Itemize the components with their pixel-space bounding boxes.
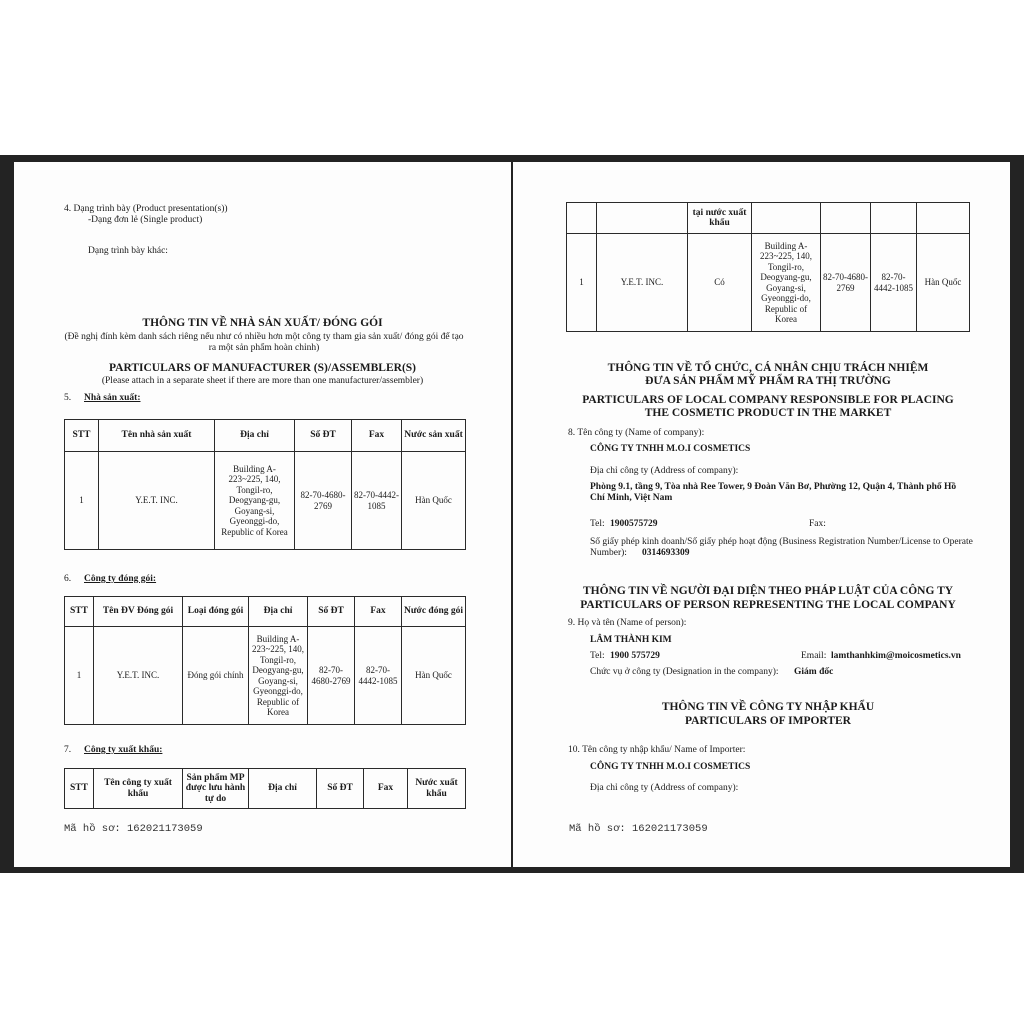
col-header: Địa chỉ [215,420,295,452]
left-document-page [14,162,511,867]
table-header-row [567,203,970,234]
cell-stt: 1 [567,234,597,332]
cell-address: Building A-223~225, 140, Tongil-ro, Deogyang-gu, Goyang-si, Gyeonggi-do, Republic of Korea [249,627,308,725]
cell-phone: 82-70-4680-2769 [295,452,352,550]
table-header-row [65,769,466,809]
col-header: Địa chỉ [249,769,317,809]
fax-label: Fax: [809,519,826,529]
local-heading-vi1: THÔNG TIN VỀ TỔ CHỨC, CÁ NHÂN CHỊU TRÁCH NHIỆM [607,362,929,374]
section-5-label: Nhà sản xuất: [84,393,141,403]
rep-heading-en: PARTICULARS OF PERSON REPRESENTING THE LOCAL COMPANY [580,599,956,611]
position-label: Chức vụ ở công ty (Designation in the company): [590,667,779,677]
license-label: Số giấy phép kinh doanh/Số giấy phép hoạt động (Business Registration Number/License to Operate Number): [590,537,973,558]
col-header: tại nước xuất khẩu [688,203,752,234]
local-heading-en1: PARTICULARS OF LOCAL COMPANY RESPONSIBLE FOR PLACING [582,394,954,406]
manufacturer-note-en: (Please attach in a separate sheet if there are more than one manufacturer/assembler) [101,376,424,386]
table-row [65,627,466,725]
cell-free-sale: Có [688,234,752,332]
rep-heading-vi: THÔNG TIN VỀ NGƯỜI ĐẠI DIỆN THEO PHÁP LUẬT CỦA CÔNG TY [582,585,954,597]
col-header: STT [65,420,99,452]
col-header: Nước sản xuất [402,420,466,452]
section-8-label: 8. Tên công ty (Name of company): [568,428,705,438]
person-name: LÂM THÀNH KIM [590,635,672,645]
cell-phone: 82-70-4680-2769 [308,627,355,725]
col-header: Nước xuất khẩu [408,769,466,809]
single-product-line: -Dạng đơn lẻ (Single product) [88,215,203,225]
cell-stt: 1 [65,627,94,725]
col-header: Fax [355,597,402,627]
col-header: Địa chỉ [249,597,308,627]
cell-country: Hàn Quốc [917,234,970,332]
cell-country: Hàn Quốc [402,452,466,550]
right-document-page [513,162,1010,867]
section-7-label: Công ty xuất khẩu: [84,745,163,755]
col-header: Sản phẩm MP được lưu hành tự do [183,769,249,809]
col-header: STT [65,769,94,809]
local-heading-en2: THE COSMETIC PRODUCT IN THE MARKET [644,407,892,419]
col-header: Tên ĐV Đóng gói [94,597,183,627]
manufacturer-note-vi: (Đề nghị đính kèm danh sách riêng nếu như có nhiều hơn một công ty tham gia sản xuất/ đóng gói để tạo ra một sản phẩm hoàn chỉnh) [64,332,464,353]
cell-fax: 82-70-4442-1085 [355,627,402,725]
manufacturer-heading-vi: THÔNG TIN VỀ NHÀ SẢN XUẤT/ ĐÓNG GÓI [142,317,383,329]
section-7-number: 7. [64,745,72,755]
person-tel: 1900 575729 [610,651,660,661]
importer-company: CÔNG TY TNHH M.O.I COSMETICS [590,762,751,772]
local-heading-vi2: ĐƯA SẢN PHẨM MỸ PHẨM RA THỊ TRƯỜNG [645,375,891,387]
position-value: Giám đốc [794,667,834,677]
cell-fax: 82-70-4442-1085 [352,452,402,550]
email-label: Email: [801,651,827,661]
exporter-table [64,768,466,809]
cell-name: Y.E.T. INC. [94,627,183,725]
cell-name: Y.E.T. INC. [597,234,688,332]
col-header: Nước đóng gói [402,597,466,627]
col-header: Fax [352,420,402,452]
license-number: 0314693309 [642,548,690,558]
section-4-title: 4. Dạng trình bày (Product presentation(s)) [64,204,228,214]
cell-fax: 82-70-4442-1085 [871,234,917,332]
cell-address: Building A-223~225, 140, Tongil-ro, Deogyang-gu, Goyang-si, Gyeonggi-do, Republic of Korea [752,234,821,332]
col-header: STT [65,597,94,627]
col-header: Số ĐT [308,597,355,627]
importer-heading-en: PARTICULARS OF IMPORTER [685,715,851,727]
cell-address: Building A-223~225, 140, Tongil-ro, Deogyang-gu, Goyang-si, Gyeonggi-do, Republic of Korea [215,452,295,550]
importer-address-label: Địa chỉ công ty (Address of company): [590,783,739,793]
section-6-label: Công ty đóng gói: [84,574,157,584]
table-row [567,234,970,332]
record-number: Mã hồ sơ: 162021173059 [64,823,203,835]
company-address: Phòng 9.1, tầng 9, Tòa nhà Ree Tower, 9 Đoàn Văn Bơ, Phường 12, Quận 4, Thành phố Hồ Chí Minh, Việt Nam [590,482,957,503]
table-header-row [65,420,466,452]
person-tel-label: Tel: [590,651,605,661]
section-9-label: 9. Họ và tên (Name of person): [568,618,687,628]
cell-stt: 1 [65,452,99,550]
manufacturer-table [64,419,466,550]
email-value: lamthanhkim@moicosmetics.vn [831,651,961,661]
record-number: Mã hồ sơ: 162021173059 [569,823,708,835]
packer-table [64,596,466,725]
col-header: Loại đóng gói [183,597,249,627]
col-header: Tên công ty xuất khẩu [94,769,183,809]
tel-label: Tel: [590,519,605,529]
cell-name: Y.E.T. INC. [99,452,215,550]
col-header: Fax [364,769,408,809]
manufacturer-heading-en: PARTICULARS OF MANUFACTURER (S)/ASSEMBLER(S) [108,362,417,374]
importer-heading-vi: THÔNG TIN VỀ CÔNG TY NHẬP KHẨU [661,701,875,713]
other-presentation-label: Dạng trình bày khác: [88,246,168,256]
company-address-label: Địa chỉ công ty (Address of company): [590,466,739,476]
table-header-row [65,597,466,627]
company-name: CÔNG TY TNHH M.O.I COSMETICS [590,444,751,454]
exporter-table-continued [566,202,970,332]
col-header: Tên nhà sản xuất [99,420,215,452]
section-6-number: 6. [64,574,72,584]
section-10-label: 10. Tên công ty nhập khẩu/ Name of Importer: [568,745,746,755]
cell-country: Hàn Quốc [402,627,466,725]
company-tel: 1900575729 [610,519,658,529]
section-5-number: 5. [64,393,72,403]
col-header: Số ĐT [317,769,364,809]
cell-pack-type: Đóng gói chính [183,627,249,725]
cell-phone: 82-70-4680-2769 [821,234,871,332]
table-row [65,452,466,550]
col-header: Số ĐT [295,420,352,452]
